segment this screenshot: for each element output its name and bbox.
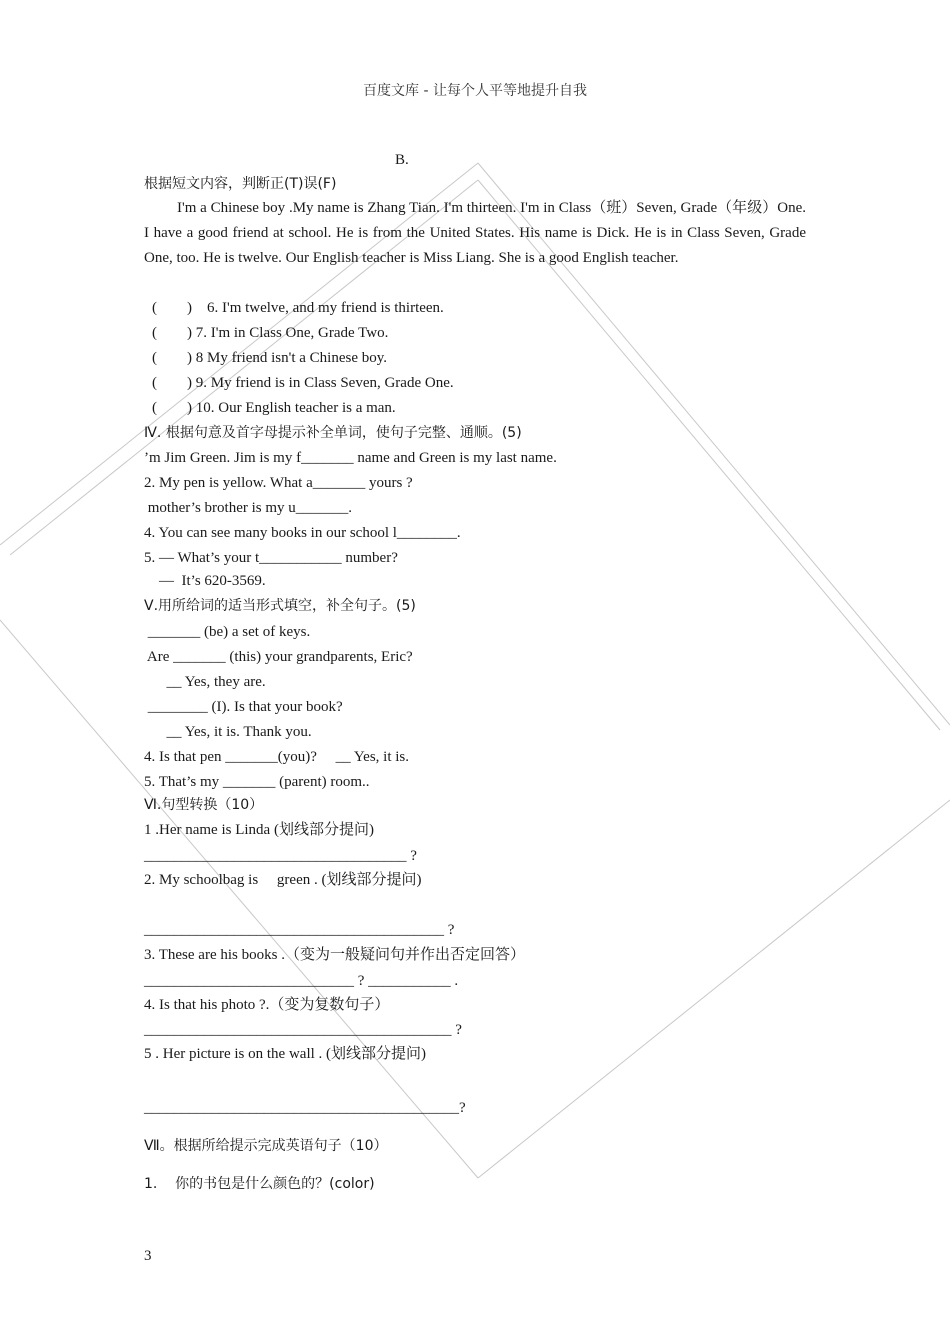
section-4-heading: Ⅳ. 根据句意及首字母提示补全单词，使句子完整、通顺。(5) xyxy=(144,425,522,441)
section-b-instruction: 根据短文内容，判断正(T)误(F) xyxy=(144,176,337,192)
fill-item: — It’s 620-3569. xyxy=(144,573,266,589)
form-item: 5. That’s my _______ (parent) room.. xyxy=(144,774,370,790)
form-item: ________ (I). Is that your book? xyxy=(144,699,343,715)
reading-passage: I'm a Chinese boy .My name is Zhang Tian. I'm thirteen. I'm in Class（班）Seven, Grade（年级）One. I have a good friend at school. He is from the United States. His name is Dick. He is in Class Seven, Grade One, too. He is twelve. Our English teacher is Miss Liang. She is a good English teacher. xyxy=(144,200,806,266)
section-7-heading: Ⅶ。根据所给提示完成英语句子（10） xyxy=(144,1138,388,1154)
section-6-heading: Ⅵ.句型转换（10） xyxy=(144,797,264,813)
fill-item: 4. You can see many books in our school l________. xyxy=(144,525,461,541)
translate-item: 1. 你的书包是什么颜色的？(color) xyxy=(144,1176,375,1192)
tf-item: ( ) 8 My friend isn't a Chinese boy. xyxy=(152,350,388,366)
transform-item: 1 .Her name is Linda (划线部分提问) xyxy=(144,822,374,838)
transform-item: 5 . Her picture is on the wall . (划线部分提问) xyxy=(144,1046,427,1062)
tf-item: ( ) 9. My friend is in Class Seven, Grade One. xyxy=(152,375,454,391)
form-item: Are _______ (this) your grandparents, Eric? xyxy=(144,649,413,665)
form-item: __ Yes, it is. Thank you. xyxy=(144,724,312,740)
answer-line: ________________________________________ ? xyxy=(144,922,455,938)
answer-line: _________________________________________ ? xyxy=(144,1022,462,1038)
form-item: __ Yes, they are. xyxy=(144,674,266,690)
fill-item: 5. — What’s your t___________ number? xyxy=(144,550,398,566)
fill-item: ’m Jim Green. Jim is my f_______ name and Green is my last name. xyxy=(144,450,557,466)
page-number: 3 xyxy=(144,1248,152,1264)
answer-line: ___________________________________ ? xyxy=(144,848,417,864)
answer-line: ____________________________ ? ___________ . xyxy=(144,973,459,989)
form-item: 4. Is that pen _______(you)? __ Yes, it is. xyxy=(144,749,409,765)
transform-item: 2. My schoolbag is green . (划线部分提问) xyxy=(144,872,422,888)
section-5-heading: Ⅴ.用所给词的适当形式填空，补全句子。(5) xyxy=(144,598,416,614)
fill-item: mother’s brother is my u_______. xyxy=(144,500,353,516)
section-b-label: B. xyxy=(395,152,409,168)
tf-item: ( ) 6. I'm twelve, and my friend is thirteen. xyxy=(152,300,444,316)
fill-item: 2. My pen is yellow. What a_______ yours ? xyxy=(144,475,413,491)
transform-item: 3. These are his books .（变为一般疑问句并作出否定回答） xyxy=(144,947,525,963)
answer-line: __________________________________________? xyxy=(144,1100,466,1116)
form-item: _______ (be) a set of keys. xyxy=(144,624,311,640)
tf-item: ( ) 10. Our English teacher is a man. xyxy=(152,400,396,416)
transform-item: 4. Is that his photo ?.（变为复数句子） xyxy=(144,997,390,1013)
tf-item: ( ) 7. I'm in Class One, Grade Two. xyxy=(152,325,389,341)
page-header: 百度文库 - 让每个人平等地提升自我 xyxy=(363,83,587,99)
